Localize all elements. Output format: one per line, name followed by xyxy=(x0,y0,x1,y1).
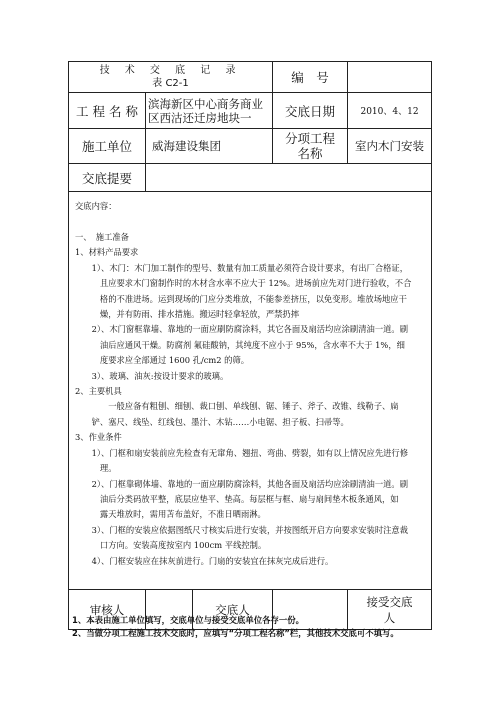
footnote-2: 2、当做分项工程施工技术交底时，应填写“分项工程名称”栏，其他技术交底可不填写。 xyxy=(72,628,399,638)
content-line: 1）、门框和扇安装前应先检查有无窜角、翘扭、弯曲、劈裂，如有以上情况应先进行修 xyxy=(75,447,409,458)
summary-field[interactable] xyxy=(146,164,432,192)
content-line: 燥，并有防雨、排水措施。搬运时轻拿轻放，严禁扔摔 xyxy=(75,309,300,320)
content-line: 度要求应全部通过 1600 孔/cm2 的筛。 xyxy=(75,355,250,366)
content-line: 一、 施工准备 xyxy=(75,232,129,242)
content-line: 油后应通风干燥。防腐剂 氟硅酸钠，其纯度不应小于 95%，含水率不大于 1%，细 xyxy=(75,339,405,350)
sub-project-label xyxy=(273,129,348,164)
project-name-line2: 区西沽还迁房地块一 xyxy=(148,110,252,125)
disclosure-date-field[interactable]: 2010、4、12 xyxy=(348,93,432,129)
number-label: 编 号 xyxy=(273,62,348,93)
receiver-label-line2: 人 xyxy=(383,610,396,625)
construction-unit-label: 施工单位 xyxy=(69,129,146,164)
form-title xyxy=(69,62,273,93)
sub-project-label-line2: 名称 xyxy=(297,146,323,161)
receiver-label-line1: 接受交底 xyxy=(366,594,413,609)
construction-unit-field[interactable]: 威海建设集团 xyxy=(146,129,273,164)
content-line: 2）、门框靠砌体墙、靠地的一面应刷防腐涂料，其他各面及扇活均应涂刷清油一道。刷 xyxy=(75,478,409,489)
content-intro: 交底内容： xyxy=(75,201,117,211)
reviewer-label: 审核人 xyxy=(69,590,146,630)
form-table xyxy=(68,61,432,630)
sub-project-field[interactable]: 室内木门安装 xyxy=(348,129,432,164)
content-line: 2）、木门窗框靠墙、靠地的一面应刷防腐涂料，其它各面及扇活均应涂刷清油一道。刷 xyxy=(75,324,409,335)
form-title-main: 技 术 交 底 记 录 xyxy=(99,65,242,76)
content-line: 3、作业条件 xyxy=(75,432,122,443)
content-line: 铲、塞尺、线坠、红线包、墨汁、木钻……小电锯、担子板、扫帚等。 xyxy=(75,416,349,427)
content-line: 露天堆放时，需用苫布盖好，不准日晒雨淋。 xyxy=(75,509,266,520)
content-line: 4）、门框安装应在抹灰前进行。门扇的安装宜在抹灰完成后进行。 xyxy=(75,555,334,566)
sub-project-label-line1: 分项工程 xyxy=(285,131,336,146)
footnote-1: 1、本表由施工单位填写，交底单位与接受交底单位各存一份。 xyxy=(72,615,304,625)
content-line: 油后分类码放平整，底层应垫平、垫高。每层框与框、扇与扇间垫木板条通风，如 xyxy=(75,493,399,504)
content-line: 理。 xyxy=(75,463,117,474)
project-name-field[interactable] xyxy=(146,93,273,129)
content-line: 1）、木门：木门加工制作的型号、数量有加工质量必须符合设计要求，有出厂合格证， xyxy=(75,262,409,273)
content-line: 3）、门框的安装应依据图纸尺寸核实后进行安装，并按图纸开启方向要求安装时注意裁 xyxy=(75,524,409,535)
discloser-label: 交底人 xyxy=(193,590,273,630)
content-line: 1、材料产品要求 xyxy=(75,247,139,258)
project-name-label: 工 程 名 称 xyxy=(69,93,146,129)
disclosure-content[interactable] xyxy=(69,192,432,590)
number-field[interactable] xyxy=(348,62,432,93)
content-line: 一般应备有粗刨、细刨、裁口刨、单线刨、锯、锤子、斧子、改锥、线勒子、扁 xyxy=(75,401,399,412)
project-name-line1: 滨海新区中心商务商业 xyxy=(148,96,263,111)
content-line: 且应要求木门窗制作时的木材含水率不应大于 12%。进场前应先对门进行验收，不合 xyxy=(75,278,412,289)
content-body xyxy=(69,214,431,569)
form-title-code: 表 C2-1 xyxy=(152,78,189,89)
content-line: 口方向。安装高度按室内 100cm 平线控制。 xyxy=(75,540,267,551)
content-line: 3）、玻璃、油灰:按设计要求的玻璃。 xyxy=(75,370,229,381)
disclosure-date-label: 交底日期 xyxy=(273,93,348,129)
content-line: 格的不准进场。运到现场的门应分类堆放，不能参差挤压，以免变形。堆放场地应干 xyxy=(75,293,407,304)
technical-disclosure-form xyxy=(68,61,431,630)
summary-label: 交底提要 xyxy=(69,164,146,192)
content-line: 2、主要机具 xyxy=(75,386,122,397)
